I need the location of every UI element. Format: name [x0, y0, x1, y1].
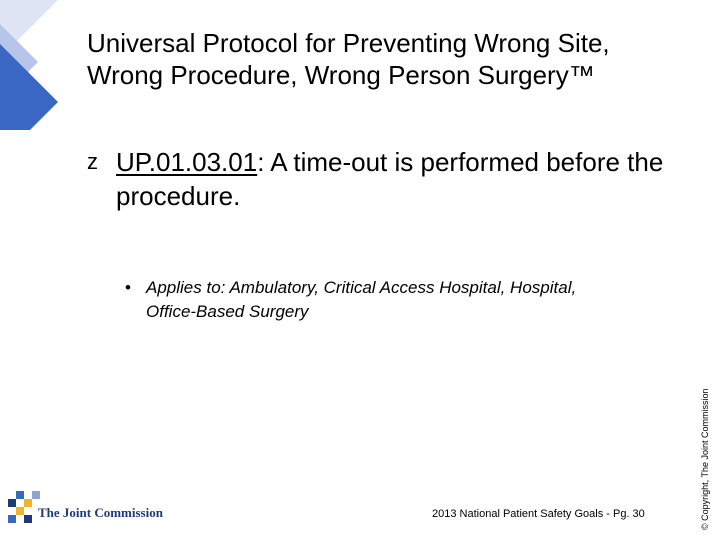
main-bullet-description: : A time-out is performed before the procedure.	[116, 147, 664, 211]
joint-commission-logo	[8, 491, 168, 523]
logo-text: The Joint Commission	[38, 505, 163, 520]
logo-mark-icon	[8, 491, 42, 523]
slide-title-line-1: Universal Protocol for Preventing Wrong Site,	[87, 28, 610, 58]
sub-bullet	[125, 276, 595, 324]
footer-page-reference: 2013 National Patient Safety Goals - Pg. 30	[432, 508, 645, 520]
main-bullet-text	[87, 145, 687, 213]
slide-title	[87, 27, 687, 91]
sub-bullet-glyph: •	[125, 278, 131, 297]
main-bullet	[87, 145, 687, 213]
copyright-notice: © Copyright, The Joint Commission	[700, 388, 710, 530]
main-bullet-glyph: z	[87, 149, 98, 174]
slide-title-line-2: Wrong Procedure, Wrong Person Surgery™	[87, 60, 595, 90]
standard-code: UP.01.03.01	[116, 147, 258, 177]
sub-bullet-text: Applies to: Ambulatory, Critical Access Hospital, Hospital, Office-Based Surgery	[146, 278, 577, 321]
